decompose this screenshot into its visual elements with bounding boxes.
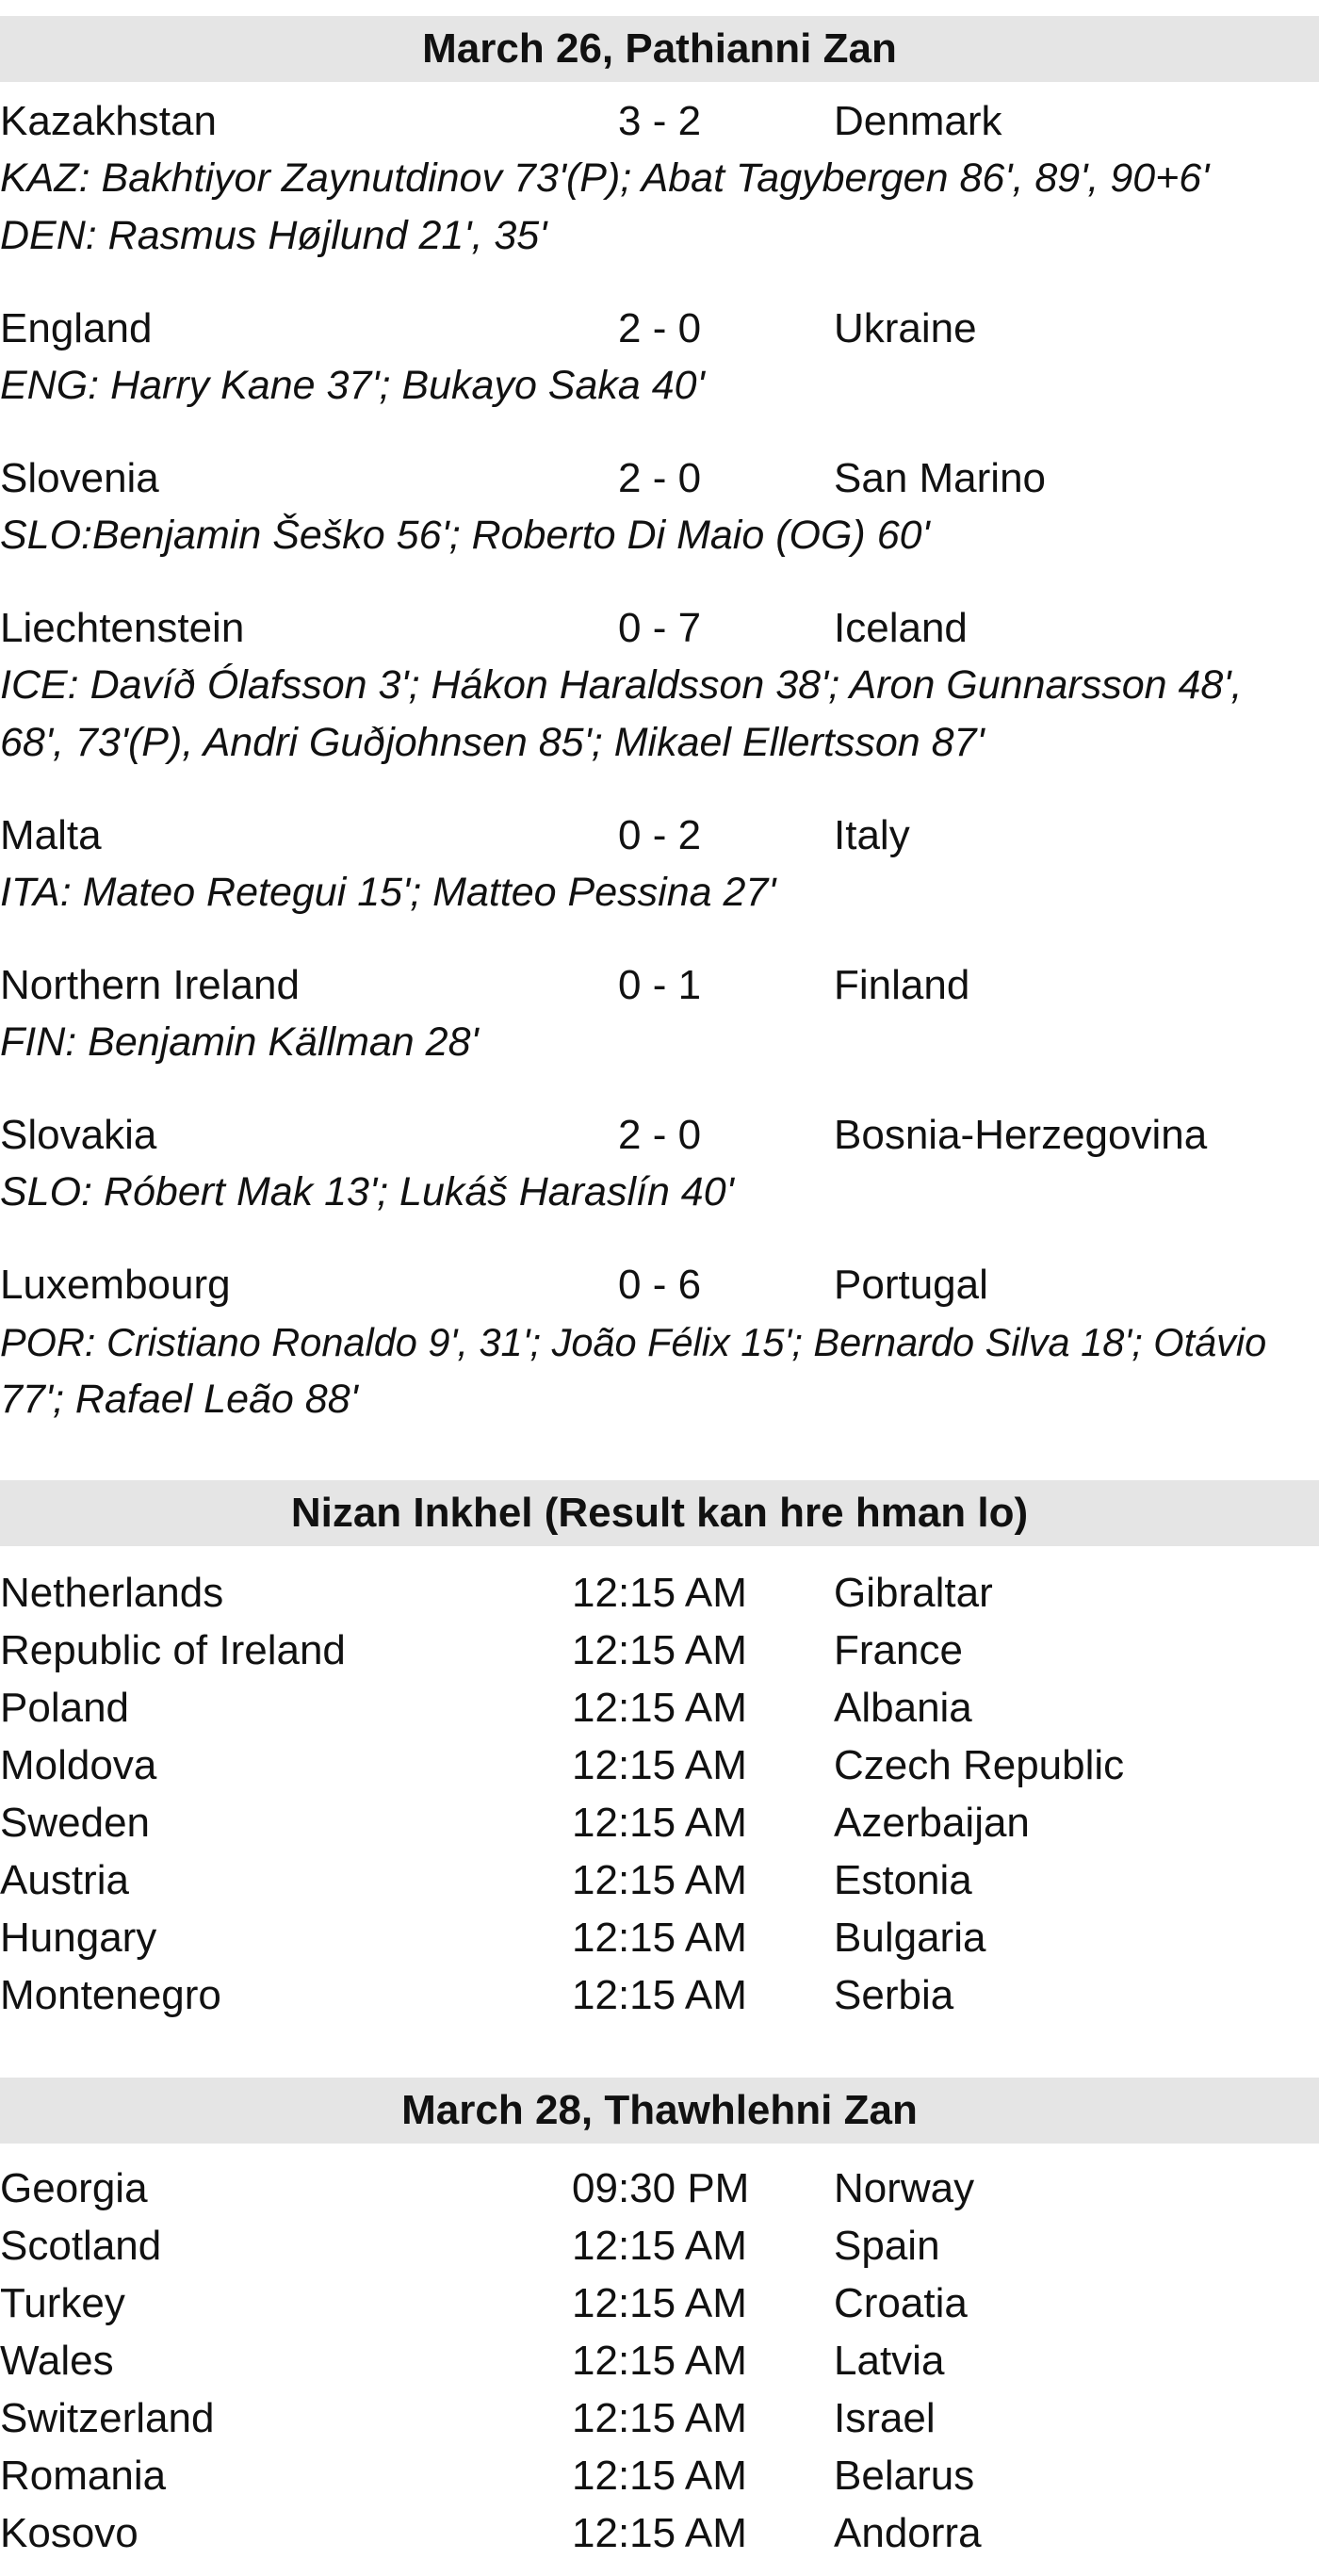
away-team: Serbia [834, 1972, 954, 2018]
match-row [0, 956, 1319, 1014]
home-team: Poland [0, 1685, 130, 1731]
section-header-march-26: March 26, Pathianni Zan [0, 16, 1319, 82]
scorers-line: ICE: Davíð Ólafsson 3'; Hákon Haraldsson 38'; Aron Gunnarsson 48', [0, 662, 1243, 708]
match-score: 3 - 2 [618, 98, 702, 144]
match-score: 0 - 6 [618, 1262, 702, 1308]
scorers-line: ENG: Harry Kane 37'; Bukayo Saka 40' [0, 363, 705, 408]
away-team: Iceland [834, 605, 968, 651]
away-team: Bosnia-Herzegovina [834, 1112, 1208, 1158]
scorers-line: 77'; Rafael Leão 88' [0, 1377, 358, 1422]
match-score: 2 - 0 [618, 305, 702, 351]
fixture-row [0, 1679, 1319, 1736]
fixture-row [0, 2447, 1319, 2504]
fixture-row [0, 2389, 1319, 2447]
away-team: Croatia [834, 2280, 968, 2326]
match-score: 2 - 0 [618, 455, 702, 501]
kickoff-time: 12:15 AM [572, 2453, 747, 2499]
match-result [0, 449, 1319, 564]
fixture-row [0, 2274, 1319, 2332]
match-result [0, 300, 1319, 415]
home-team: Scotland [0, 2223, 162, 2269]
section-header-march-28: March 28, Thawhlehni Zan [0, 2078, 1319, 2144]
scorers-line: POR: Cristiano Ronaldo 9', 31'; João Félix 15'; Bernardo Silva 18'; Otávio [0, 1320, 1267, 1364]
home-team: Romania [0, 2453, 167, 2499]
match-row [0, 449, 1319, 507]
kickoff-time: 12:15 AM [572, 1915, 747, 1961]
home-team: Malta [0, 812, 102, 858]
match-row [0, 1106, 1319, 1164]
away-team: Latvia [834, 2338, 945, 2384]
match-row [0, 807, 1319, 864]
away-team: Portugal [834, 1262, 988, 1308]
away-team: Andorra [834, 2510, 982, 2556]
kickoff-time: 09:30 PM [572, 2165, 750, 2211]
match-score: 0 - 2 [618, 812, 702, 858]
away-team: Gibraltar [834, 1570, 993, 1616]
kickoff-time: 12:15 AM [572, 2280, 747, 2326]
home-team: England [0, 305, 153, 351]
kickoff-time: 12:15 AM [572, 1742, 747, 1788]
upcoming-fixtures [0, 2160, 1319, 2562]
away-team: Ukraine [834, 305, 977, 351]
home-team: Netherlands [0, 1570, 224, 1616]
fixture-row [0, 2504, 1319, 2562]
kickoff-time: 12:15 AM [572, 1800, 747, 1846]
home-team: Kosovo [0, 2510, 138, 2556]
match-result [0, 1106, 1319, 1221]
pending-fixtures [0, 1564, 1319, 2024]
fixture-row [0, 2217, 1319, 2274]
away-team: Azerbaijan [834, 1800, 1030, 1846]
scorers-line: 68', 73'(P), Andri Guðjohnsen 85'; Mikael Ellertsson 87' [0, 720, 985, 765]
fixture-row [0, 1966, 1319, 2024]
home-team: Hungary [0, 1915, 157, 1961]
home-team: Liechtenstein [0, 605, 245, 651]
match-result [0, 92, 1319, 265]
home-team: Slovakia [0, 1112, 157, 1158]
fixture-row [0, 1622, 1319, 1679]
home-team: Turkey [0, 2280, 125, 2326]
away-team: Italy [834, 812, 910, 858]
kickoff-time: 12:15 AM [572, 2510, 747, 2556]
home-team: Wales [0, 2338, 114, 2384]
scorers-line: ITA: Mateo Retegui 15'; Matteo Pessina 27' [0, 870, 776, 915]
away-team: Czech Republic [834, 1742, 1125, 1788]
fixture-row [0, 1794, 1319, 1851]
away-team: Belarus [834, 2453, 975, 2499]
fixture-row [0, 2332, 1319, 2389]
scorers-line: FIN: Benjamin Källman 28' [0, 1019, 479, 1065]
home-team: Austria [0, 1857, 129, 1903]
away-team: Bulgaria [834, 1915, 986, 1961]
fixture-row [0, 2160, 1319, 2217]
home-team: Kazakhstan [0, 98, 217, 144]
away-team: Estonia [834, 1857, 972, 1903]
match-result [0, 807, 1319, 921]
kickoff-time: 12:15 AM [572, 2395, 747, 2441]
away-team: San Marino [834, 455, 1047, 501]
match-result [0, 956, 1319, 1071]
kickoff-time: 12:15 AM [572, 1857, 747, 1903]
scorers-line: KAZ: Bakhtiyor Zaynutdinov 73'(P); Abat Tagybergen 86', 89', 90+6' [0, 155, 1210, 201]
kickoff-time: 12:15 AM [572, 1570, 747, 1616]
home-team: Slovenia [0, 455, 159, 501]
away-team: Israel [834, 2395, 936, 2441]
home-team: Moldova [0, 1742, 157, 1788]
match-result [0, 599, 1319, 772]
match-score: 0 - 7 [618, 605, 702, 651]
kickoff-time: 12:15 AM [572, 1972, 747, 2018]
home-team: Switzerland [0, 2395, 215, 2441]
match-row [0, 300, 1319, 357]
fixture-row [0, 1909, 1319, 1966]
match-result [0, 1256, 1319, 1428]
scorers-line: SLO: Róbert Mak 13'; Lukáš Haraslín 40' [0, 1169, 734, 1215]
kickoff-time: 12:15 AM [572, 2223, 747, 2269]
away-team: Norway [834, 2165, 975, 2211]
home-team: Luxembourg [0, 1262, 231, 1308]
kickoff-time: 12:15 AM [572, 2338, 747, 2384]
match-score: 2 - 0 [618, 1112, 702, 1158]
away-team: Denmark [834, 98, 1002, 144]
home-team: Montenegro [0, 1972, 221, 2018]
match-score: 0 - 1 [618, 962, 702, 1008]
scorers-line: SLO:Benjamin Šeško 56'; Roberto Di Maio (OG) 60' [0, 513, 930, 558]
section-header-pending: Nizan Inkhel (Result kan hre hman lo) [0, 1480, 1319, 1546]
away-team: France [834, 1627, 963, 1673]
kickoff-time: 12:15 AM [572, 1685, 747, 1731]
match-row [0, 92, 1319, 150]
home-team: Georgia [0, 2165, 148, 2211]
away-team: Finland [834, 962, 970, 1008]
away-team: Albania [834, 1685, 972, 1731]
match-row [0, 599, 1319, 657]
home-team: Northern Ireland [0, 962, 300, 1008]
home-team: Sweden [0, 1800, 151, 1846]
fixture-row [0, 1851, 1319, 1909]
scorers-line: DEN: Rasmus Højlund 21', 35' [0, 213, 547, 258]
home-team: Republic of Ireland [0, 1627, 346, 1673]
fixture-row [0, 1564, 1319, 1622]
kickoff-time: 12:15 AM [572, 1627, 747, 1673]
match-row [0, 1256, 1319, 1313]
away-team: Spain [834, 2223, 940, 2269]
fixture-row [0, 1736, 1319, 1794]
